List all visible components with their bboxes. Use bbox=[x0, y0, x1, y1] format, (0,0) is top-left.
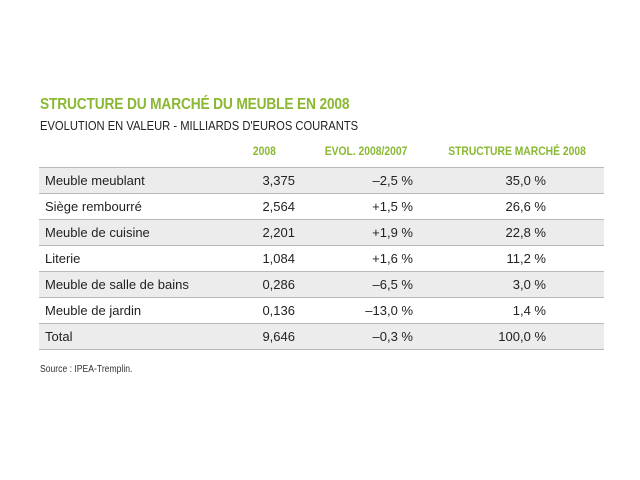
row-label: Meuble de cuisine bbox=[45, 225, 150, 240]
row-label: Literie bbox=[45, 251, 81, 266]
table-row bbox=[39, 168, 604, 194]
cell-evolution: –6,5 % bbox=[372, 277, 413, 292]
table-subtitle: EVOLUTION EN VALEUR - MILLIARDS D'EUROS COURANTS bbox=[40, 118, 359, 133]
cell-structure: 3,0 % bbox=[512, 277, 546, 292]
row-label: Meuble de salle de bains bbox=[45, 277, 189, 292]
cell-value-2008: 2,201 bbox=[262, 225, 295, 240]
cell-value-2008: 0,286 bbox=[262, 277, 295, 292]
cell-evolution: +1,5 % bbox=[372, 199, 413, 214]
table-row-total bbox=[39, 324, 604, 350]
column-header-evolution: EVOL. 2008/2007 bbox=[324, 144, 408, 158]
cell-evolution: –2,5 % bbox=[372, 173, 413, 188]
cell-evolution: –13,0 % bbox=[365, 303, 413, 318]
cell-value-2008: 3,375 bbox=[262, 173, 295, 188]
row-label: Meuble de jardin bbox=[45, 303, 142, 318]
table-row bbox=[39, 272, 604, 298]
cell-value-2008: 9,646 bbox=[262, 329, 295, 344]
table-row bbox=[39, 298, 604, 324]
row-label: Total bbox=[45, 329, 73, 344]
cell-evolution: –0,3 % bbox=[372, 329, 413, 344]
row-label: Meuble meublant bbox=[45, 173, 145, 188]
cell-evolution: +1,9 % bbox=[372, 225, 413, 240]
table-title: STRUCTURE DU MARCHÉ DU MEUBLE EN 2008 bbox=[40, 96, 350, 113]
cell-structure: 1,4 % bbox=[512, 303, 546, 318]
row-label: Siège rembourré bbox=[45, 199, 142, 214]
column-header-2008: 2008 bbox=[252, 144, 276, 158]
cell-structure: 11,2 % bbox=[506, 251, 546, 266]
cell-value-2008: 0,136 bbox=[262, 303, 295, 318]
column-header-structure: STRUCTURE MARCHÉ 2008 bbox=[448, 144, 586, 158]
market-table bbox=[39, 167, 604, 350]
cell-structure: 100,0 % bbox=[498, 329, 546, 344]
cell-structure: 35,0 % bbox=[505, 173, 546, 188]
cell-value-2008: 1,084 bbox=[262, 251, 295, 266]
cell-evolution: +1,6 % bbox=[372, 251, 413, 266]
cell-structure: 26,6 % bbox=[505, 199, 546, 214]
cell-value-2008: 2,564 bbox=[262, 199, 295, 214]
table-row bbox=[39, 220, 604, 246]
table-row bbox=[39, 194, 604, 220]
source-note: Source : IPEA-Tremplin. bbox=[40, 364, 133, 375]
table-row bbox=[39, 246, 604, 272]
cell-structure: 22,8 % bbox=[505, 225, 546, 240]
